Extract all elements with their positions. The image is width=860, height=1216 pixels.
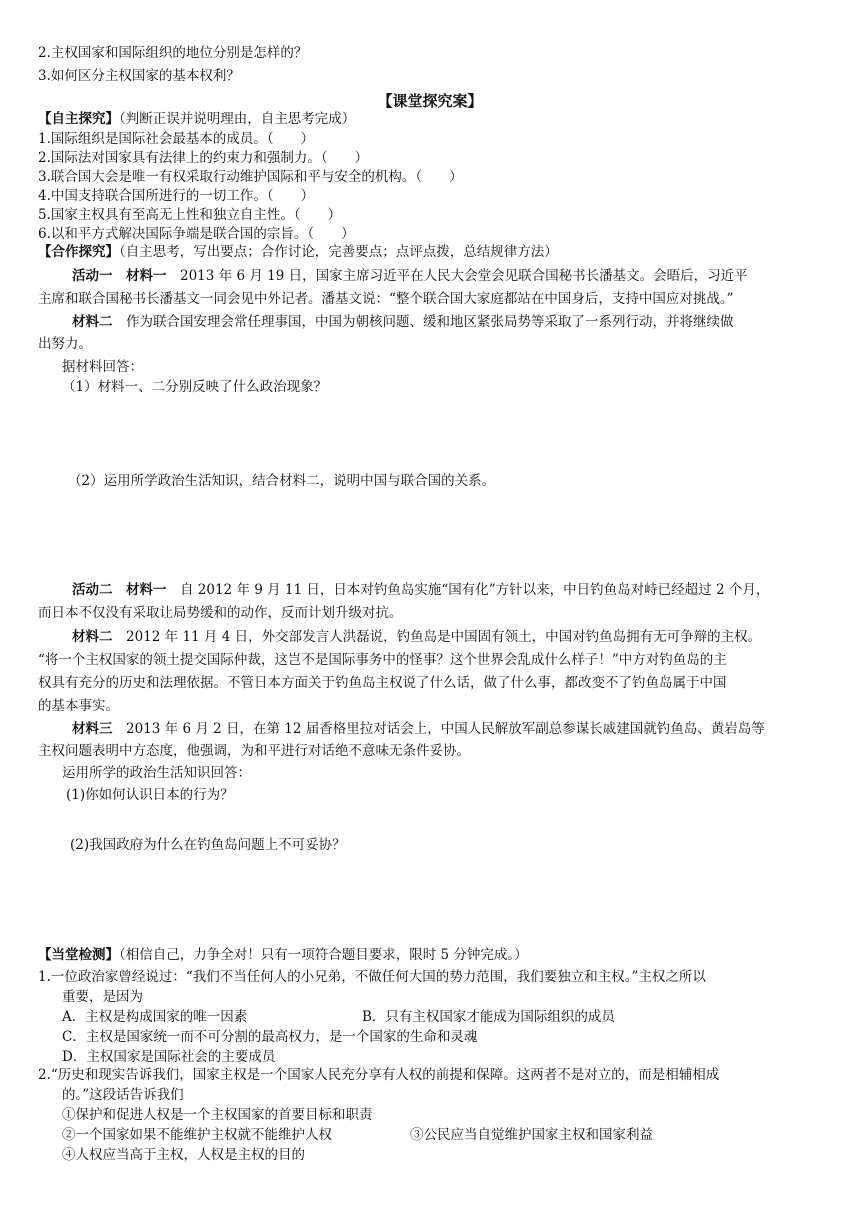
zizhu-item-6: 6.以和平方式解决国际争端是联合国的宗旨。（ ） [38, 226, 355, 242]
hezuo-note: （自主思考，写出要点；合作讨论，完善要点；点评点拨，总结规律方法） [119, 244, 558, 260]
activity2-m2-line4: 的基本事实。 [38, 698, 119, 714]
activity2-m1-line2: 而日本不仅没有采取让局势缓和的动作，反而计划升级对抗。 [38, 605, 403, 621]
activity1-material2 [72, 313, 734, 331]
activity2-m1-text: 自 2012 年 9 月 11 日，日本对钓鱼岛实施“国有化”方针以来，中日钓鱼岛对峙已经超过 2 个月， [166, 582, 770, 598]
activity1-m2-text: 作为联合国安理会常任理事国，中国为朝核问题、缓和地区紧张局势等采取了一系列行动，并将继续做 [112, 314, 734, 330]
activity1-prompt: 据材料回答： [62, 359, 143, 375]
test-q1-line2: 重要，是因为 [62, 989, 143, 1005]
zizhu-header [38, 110, 355, 128]
test-q1-option-c: C．主权是国家统一而不可分割的最高权力，是一个国家的生命和灵魂 [62, 1029, 478, 1045]
test-q2-option-1: ①保护和促进人权是一个主权国家的首要目标和职责 [62, 1107, 373, 1123]
zizhu-note: （判断正误并说明理由，自主思考完成） [119, 111, 356, 127]
activity2-m2-line3: 权具有充分的历史和法理依据。不管日本方面关于钓鱼岛主权说了什么话，做了什么事，都改变不了钓鱼岛属于中国 [38, 675, 727, 691]
test-q2-line1: 2.“历史和现实告诉我们，国家主权是一个国家人民充分享有人权的前提和保障。这两者不是对立的，而是相辅相成 [38, 1067, 720, 1083]
activity2-m3-line2: 主权问题表明中方态度，他强调，为和平进行对话绝不意味无条件妥协。 [38, 743, 470, 759]
activity2-question-2: (2)我国政府为什么在钓鱼岛问题上不可妥协？ [70, 837, 346, 853]
activity2-material2 [72, 628, 761, 646]
activity2-label: 活动二 材料一 [72, 582, 167, 598]
activity1-m1-line2: 主席和联合国秘书长潘基文一同会见中外记者。潘基文说：“整个联合国大家庭都站在中国身后，支持中国应对挑战。” [38, 291, 734, 307]
activity2-m2-label: 材料二 [72, 629, 113, 645]
activity2-m2-line2: “将一个主权国家的领土提交国际仲裁，这岂不是国际事务中的怪事？这个世界会乱成什么样子！”中方对钓鱼岛的主 [38, 652, 727, 668]
activity2-question-1: (1)你如何认识日本的行为？ [66, 787, 234, 803]
activity1-question-2: （2）运用所学政治生活知识，结合材料二，说明中国与联合国的关系。 [68, 473, 496, 489]
zizhu-item-5: 5.国家主权具有至高无上性和独立自主性。（ ） [38, 207, 342, 223]
activity2-prompt: 运用所学的政治生活知识回答： [62, 765, 251, 781]
test-head: 【当堂检测】 [38, 947, 119, 963]
hezuo-header [38, 243, 558, 261]
activity1-material1 [72, 267, 748, 285]
activity1-m1-text: 2013 年 6 月 19 日，国家主席习近平在人民大会堂会见联合国秘书长潘基文。会晤后，习近平 [166, 268, 748, 284]
test-q1-line1: 1.一位政治家曾经说过：“我们不当任何人的小兄弟，不做任何大国的势力范围，我们要独立和主权。”主权之所以 [38, 969, 706, 985]
zizhu-head: 【自主探究】 [38, 111, 119, 127]
activity2-m3-label: 材料三 [72, 721, 113, 737]
activity2-material3 [72, 720, 765, 738]
section-title: 【课堂探究案】 [377, 92, 483, 110]
test-q1-option-d: D．主权国家是国际社会的主要成员 [62, 1049, 276, 1065]
activity2-m2-text: 2012 年 11 月 4 日，外交部发言人洪磊说，钓鱼岛是中国固有领土，中国对钓鱼岛拥有无可争辩的主权。 [112, 629, 762, 645]
activity2-m3-text: 2013 年 6 月 2 日，在第 12 届香格里拉对话会上，中国人民解放军副总参谋长戚建国就钓鱼岛、黄岩岛等 [112, 721, 765, 737]
test-q2-option-4: ④人权应当高于主权，人权是主权的目的 [62, 1147, 305, 1163]
hezuo-head: 【合作探究】 [38, 244, 119, 260]
test-q2-line2: 的。”这段话告诉我们 [62, 1087, 184, 1103]
activity2-material1 [72, 581, 769, 599]
test-q2-option-2: ②一个国家如果不能维护主权就不能维护人权 [62, 1127, 332, 1143]
zizhu-item-2: 2.国际法对国家具有法律上的约束力和强制力。（ ） [38, 150, 369, 166]
intro-question-2: 2.主权国家和国际组织的地位分别是怎样的？ [38, 45, 308, 61]
activity1-question-1: （1）材料一、二分别反映了什么政治现象？ [62, 379, 328, 395]
activity1-m2-line2: 出努力。 [38, 336, 92, 352]
test-header [38, 946, 528, 964]
test-q1-option-a: A．主权是构成国家的唯一因素 [62, 1009, 248, 1025]
test-q2-option-3: ③公民应当自觉维护国家主权和国家利益 [410, 1127, 653, 1143]
test-note: （相信自己，力争全对！只有一项符合题目要求，限时 5 分钟完成。） [119, 947, 528, 963]
test-q1-option-b: B．只有主权国家才能成为国际组织的成员 [362, 1009, 615, 1025]
intro-question-3: 3.如何区分主权国家的基本权利？ [38, 68, 240, 84]
activity1-label: 活动一 材料一 [72, 268, 167, 284]
zizhu-item-4: 4.中国支持联合国所进行的一切工作。（ ） [38, 188, 315, 204]
zizhu-item-3: 3.联合国大会是唯一有权采取行动维护国际和平与安全的机构。（ ） [38, 169, 463, 185]
activity1-m2-label: 材料二 [72, 314, 113, 330]
zizhu-item-1: 1.国际组织是国际社会最基本的成员。（ ） [38, 131, 315, 147]
